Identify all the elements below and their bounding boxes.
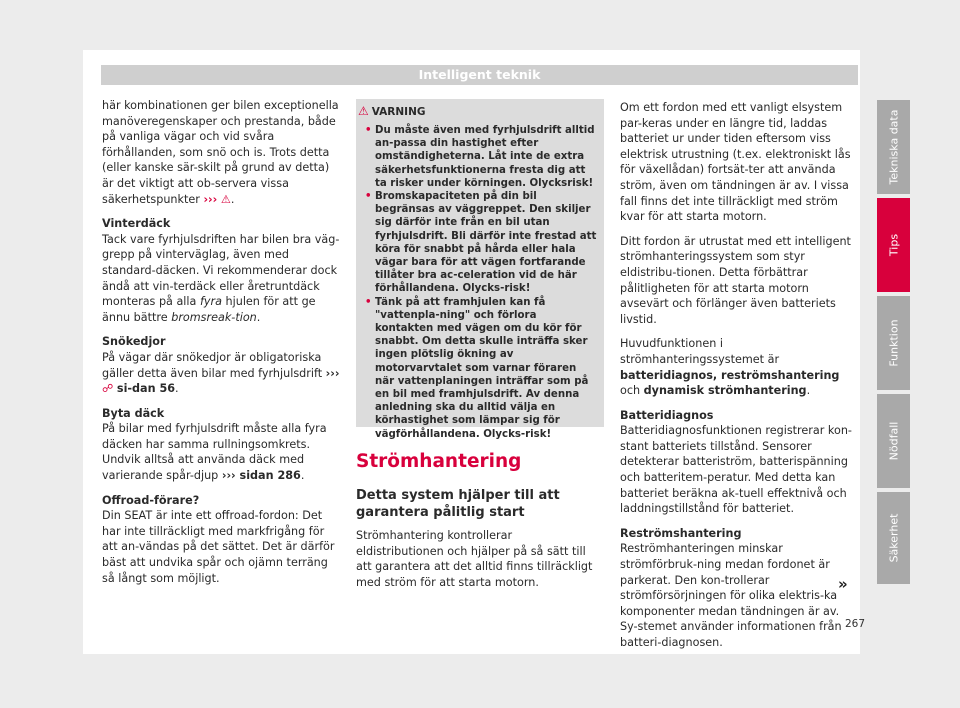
paragraph: Reströmhanteringen minskar strömförbruk-ning medan fordonet är parkerat. Den kon-trollerar strömförsörjningen för olika elektris-ka komponenter medan tändningen är av. Sy-stemet använder informationen från batteri-diagnosen.: [620, 542, 842, 649]
paragraph-snokedjor: På vägar där snökedjor är obligatoriska gäller detta även bilar med fyrhjulsdrift ››› ☍ si-dan 56.: [102, 350, 340, 396]
warning-title: ⚠ VARNING: [358, 104, 426, 118]
cross-ref-arrow[interactable]: ›››: [325, 366, 340, 380]
section-body: Strömhantering kontrollerar eldistributionen och hjälper på så sätt till att garantera att det alltid finns tillräckligt med ström för att starta motorn.: [356, 529, 593, 589]
tab-sakerhet[interactable]: Säkerhet: [877, 492, 910, 584]
page-number: 267: [845, 618, 866, 630]
heading-byta-dack: Byta däck: [102, 406, 165, 420]
continue-marker: »: [838, 575, 848, 593]
paragraph: Om ett fordon med ett vanligt elsystem par-keras under en längre tid, laddas batteriet ur under tiden eftersom viss elektrisk utrustning (t.ex. elektroniskt lås för växellådan) fortsät-ter att använda ström, även om tändningen är av. I vissa fall finns det inte tillräckligt med ström kvar för att starta motorn.: [620, 101, 851, 224]
paragraph: Ditt fordon är utrustat med ett intelligent strömhanteringssystem som styr eldistribu-tionen. Detta förbättrar pålitligheten för att starta motorn avsevärt och förlänger även batteriets livstid.: [620, 234, 851, 326]
intro-paragraph: här kombinationen ger bilen exceptionella manöveregenskaper och prestanda, både på vanliga vägar och vid svåra förhållanden, som snö och is. Trots detta (eller kanske sär-skilt på grund av detta) är det viktigt att ob-servera vissa säkerhetspunkter ››› ⚠.: [102, 99, 339, 206]
paragraph-byta-dack: På bilar med fyrhjulsdrift måste alla fyra däcken har samma rullningsomkrets. Undvik alltså att använda däck med varierande spår-djup ››› sidan 286.: [102, 422, 327, 483]
paragraph: Huvudfunktionen i strömhanteringssystemet är batteridiagnos, reströmshantering och dynamisk strömhantering.: [620, 337, 840, 398]
tab-tips[interactable]: Tips: [877, 198, 910, 292]
heading-offroad: Offroad-förare?: [102, 493, 200, 507]
column-right: [620, 100, 858, 660]
heading-batteridiagnos: Batteridiagnos: [620, 408, 714, 422]
section-title: Strömhantering: [356, 451, 522, 472]
warning-item: • Du måste även med fyrhjulsdrift alltid an-passa din hastighet efter omständigheterna. Låt inte de extra säkerhetsfunktionerna fresta dig att ta risker under körningen. Olycksrisk!: [366, 124, 598, 190]
warning-item: • Bromskapaciteten på din bil begränsas av väggreppet. Den skiljer sig därför inte från en bil utan fyrhjulsdrift. Bli därför inte frestad att köra för snabbt på hårda eller hala vägar bara för att vägen fortfarande tillåter bra ac-celeration vid de här förhållandena. Olycks-risk!: [366, 190, 598, 296]
tab-tekniska-data[interactable]: Tekniska data: [877, 100, 910, 194]
cross-ref-page[interactable]: ››› sidan 286: [221, 469, 301, 483]
warning-list: [366, 124, 598, 441]
column-left: [102, 98, 342, 595]
cross-ref-page[interactable]: si-dan 56: [116, 382, 176, 396]
paragraph: Batteridiagnosfunktionen registrerar kon-stant batteriets tillstånd. Sensorer detekterar batteriström, batterispänning och batteritem-peratur. Med detta kan batteriet beräkna ak-tuell effektnivå och laddningstillstånd för batteriet.: [620, 424, 852, 516]
cross-ref-arrow[interactable]: ›››: [203, 192, 218, 206]
warning-triangle-icon: ⚠: [358, 104, 369, 118]
tab-funktion[interactable]: Funktion: [877, 296, 910, 390]
section-subtitle: Detta system hjälper till att garantera pålitlig start: [356, 488, 560, 520]
paragraph-vinterdack: Tack vare fyrhjulsdriften har bilen bra väg-grepp på vinterväglag, även med standard-däcken. Vi rekommenderar dock ändå att vin-terdäck eller åretruntdäck monteras på alla fyra hjulen för att ge ännu bättre bromsreak-tion.: [102, 232, 340, 324]
warning-item: • Tänk på att framhjulen kan få "vattenpla-ning" och förlora kontakten med vägen om du kör för snabbt. Om detta skulle inträffa sker ingen plötslig ökning av motorvarvtalet som varnar föraren när vattenplaningen inträffar som på en bil med framhjulsdrift. Av denna anledning ska du alltid välja en körhastighet som lämpar sig för vägförhållandena. Olycks-risk!: [366, 296, 598, 441]
heading-vinterdack: Vinterdäck: [102, 217, 171, 231]
tab-nodfall[interactable]: Nödfall: [877, 394, 910, 488]
tips-book-icon: ☍: [102, 382, 114, 396]
warning-icon: ⚠: [220, 192, 231, 206]
heading-snokedjor: Snökedjor: [102, 335, 166, 349]
heading-reststromshantering: Reströmshantering: [620, 526, 742, 540]
paragraph-offroad: Din SEAT är inte ett offroad-fordon: Det har inte tillräckligt med markfrigång för att an-vändas på det sättet. Det är därför bäst att undvika spår och ojämn terräng så långt som möjligt.: [102, 509, 335, 585]
page-header: Intelligent teknik: [101, 65, 858, 85]
